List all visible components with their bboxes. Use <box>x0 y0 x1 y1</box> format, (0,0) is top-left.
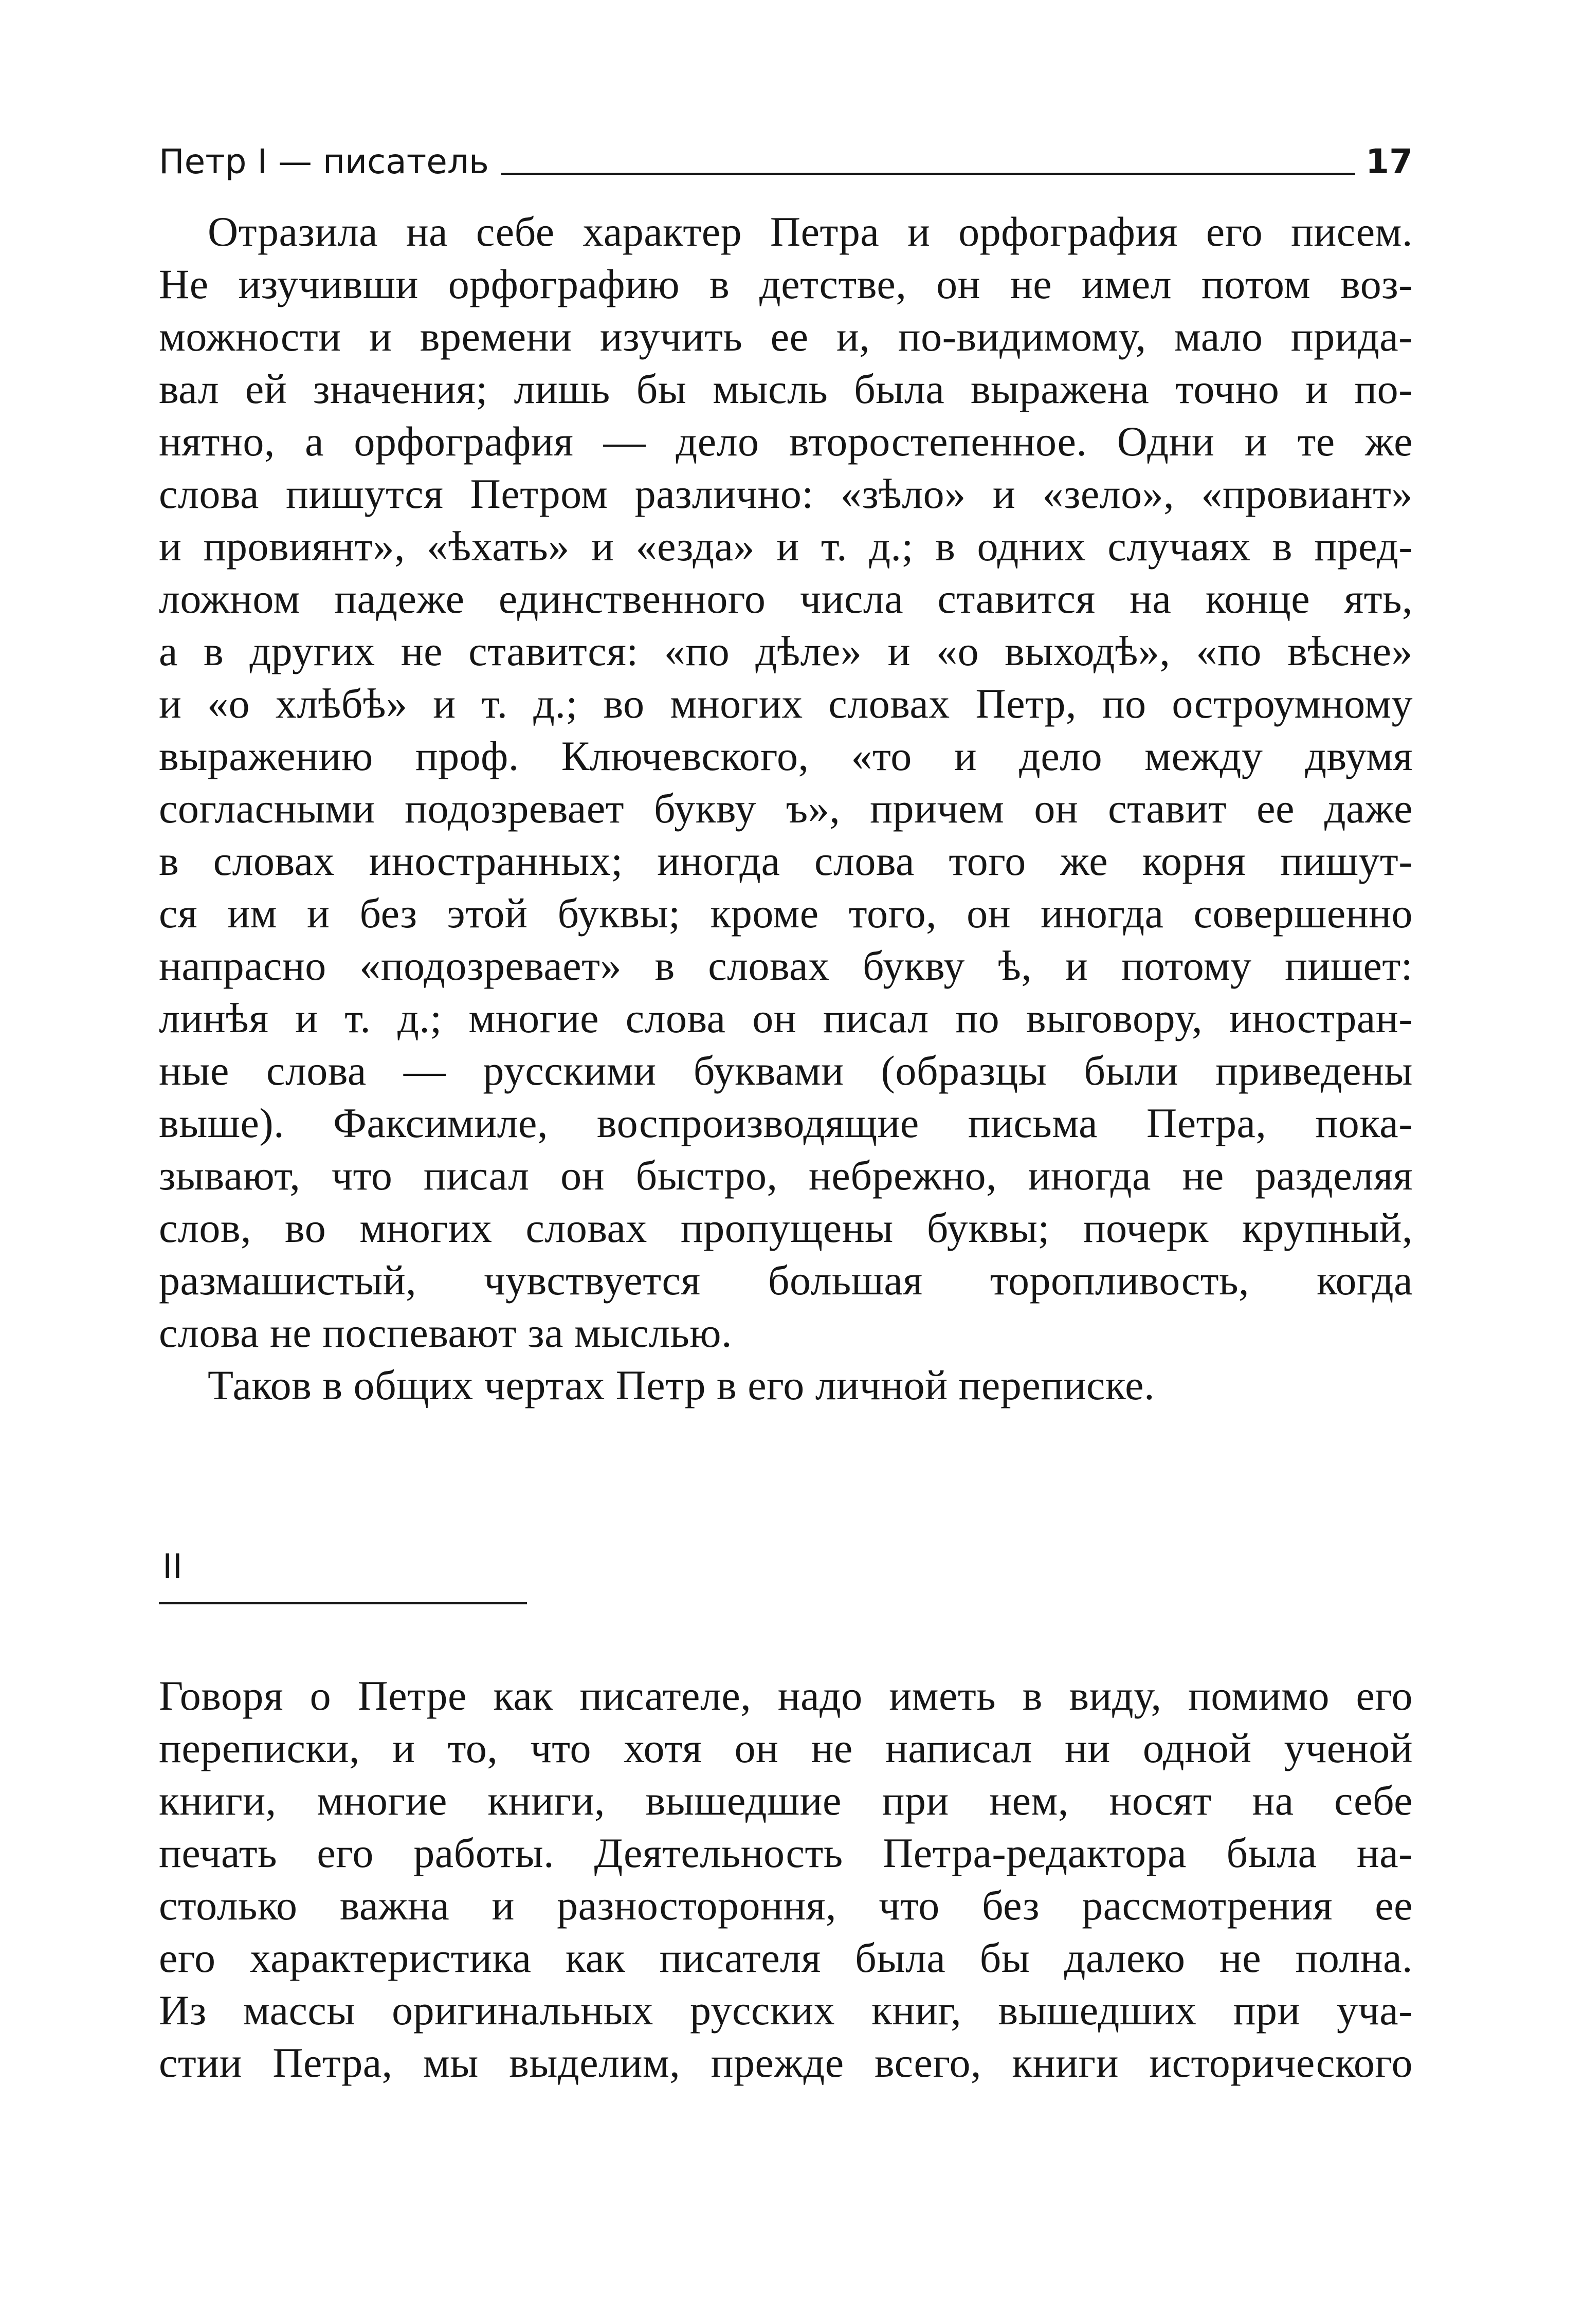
text-line: ся им и без этой буквы; кроме того, он иногда совершенно <box>159 890 1413 937</box>
text-line: ные слова — русскими буквами (образцы были приведены <box>159 1047 1413 1094</box>
text-line: переписки, и то, что хотя он не написал ни одной ученой <box>159 1725 1413 1771</box>
section-rule <box>159 1602 527 1604</box>
body-text-lower <box>159 1670 1413 2089</box>
body-text-upper <box>159 206 1413 1412</box>
text-line: книги, многие книги, вышедшие при нем, носят на себе <box>159 1777 1413 1824</box>
text-line: стии Петра, мы выделим, прежде всего, книги исторического <box>159 2039 1413 2086</box>
text-line: столько важна и разностороння, что без рассмотрения ее <box>159 1882 1413 1929</box>
paragraph-summary <box>159 1359 1413 1412</box>
text-line: можности и времени изучить ее и, по-видимому, мало прида- <box>159 313 1413 360</box>
running-title: Петр I — писатель <box>159 142 489 181</box>
text-line: нятно, а орфография — дело второстепенное. Одни и те же <box>159 418 1413 465</box>
text-line: размашистый, чувствуется большая торопливость, когда <box>159 1257 1413 1304</box>
text-line: согласными подозревает букву ъ», причем он ставит ее даже <box>159 785 1413 832</box>
text-line: и «о хлѣбѣ» и т. д.; во многих словах Петр, по остроумному <box>159 680 1413 727</box>
text-line: Не изучивши орфографию в детстве, он не имел потом воз- <box>159 261 1413 307</box>
running-head <box>159 133 1413 179</box>
text-line: печать его работы. Деятельность Петра-редактора была на- <box>159 1829 1413 1876</box>
text-line: Из массы оригинальных русских книг, вышедших при уча- <box>159 1987 1413 2034</box>
text-line: в словах иностранных; иногда слова того же корня пишут- <box>159 837 1413 884</box>
text-line: слова не поспевают за мыслью. <box>159 1309 733 1356</box>
text-line: а в других не ставится: «по дѣле» и «о выходѣ», «по вѣсне» <box>159 628 1413 674</box>
text-line: и провиянт», «ѣхать» и «езда» и т. д.; в одних случаях в пред- <box>159 523 1413 570</box>
text-line: линѣя и т. д.; многие слова он писал по выговору, иностран- <box>159 995 1413 1041</box>
paragraph-editor <box>159 1670 1413 2089</box>
text-line: слова пишутся Петром различно: «зѣло» и «зело», «провиант» <box>159 470 1413 517</box>
text-line: напрасно «подозревает» в словах букву ѣ, и потому пишет: <box>159 942 1413 989</box>
text-line: выше). Факсимиле, воспроизводящие письма Петра, пока- <box>159 1100 1413 1146</box>
header-rule <box>501 173 1355 175</box>
text-line: Отразила на себе характер Петра и орфография его писем. <box>208 208 1413 255</box>
text-line: зывают, что писал он быстро, небрежно, иногда не разделяя <box>159 1152 1413 1199</box>
text-line: Таков в общих чертах Петр в его личной переписке. <box>208 1362 1155 1408</box>
page-number: 17 <box>1365 142 1413 181</box>
text-line: Говоря о Петре как писателе, надо иметь в виду, помимо его <box>159 1672 1413 1719</box>
text-line: выражению проф. Ключевского, «то и дело между двумя <box>159 733 1413 779</box>
text-line: вал ей значения; лишь бы мысль была выражена точно и по- <box>159 365 1413 412</box>
paragraph-orthography <box>159 206 1413 1359</box>
text-line: его характеристика как писателя была бы далеко не полна. <box>159 1934 1413 1981</box>
section-number: II <box>162 1547 183 1586</box>
text-line: слов, во многих словах пропущены буквы; почерк крупный, <box>159 1204 1413 1251</box>
text-line: ложном падеже единственного числа ставится на конце ять, <box>159 575 1413 622</box>
